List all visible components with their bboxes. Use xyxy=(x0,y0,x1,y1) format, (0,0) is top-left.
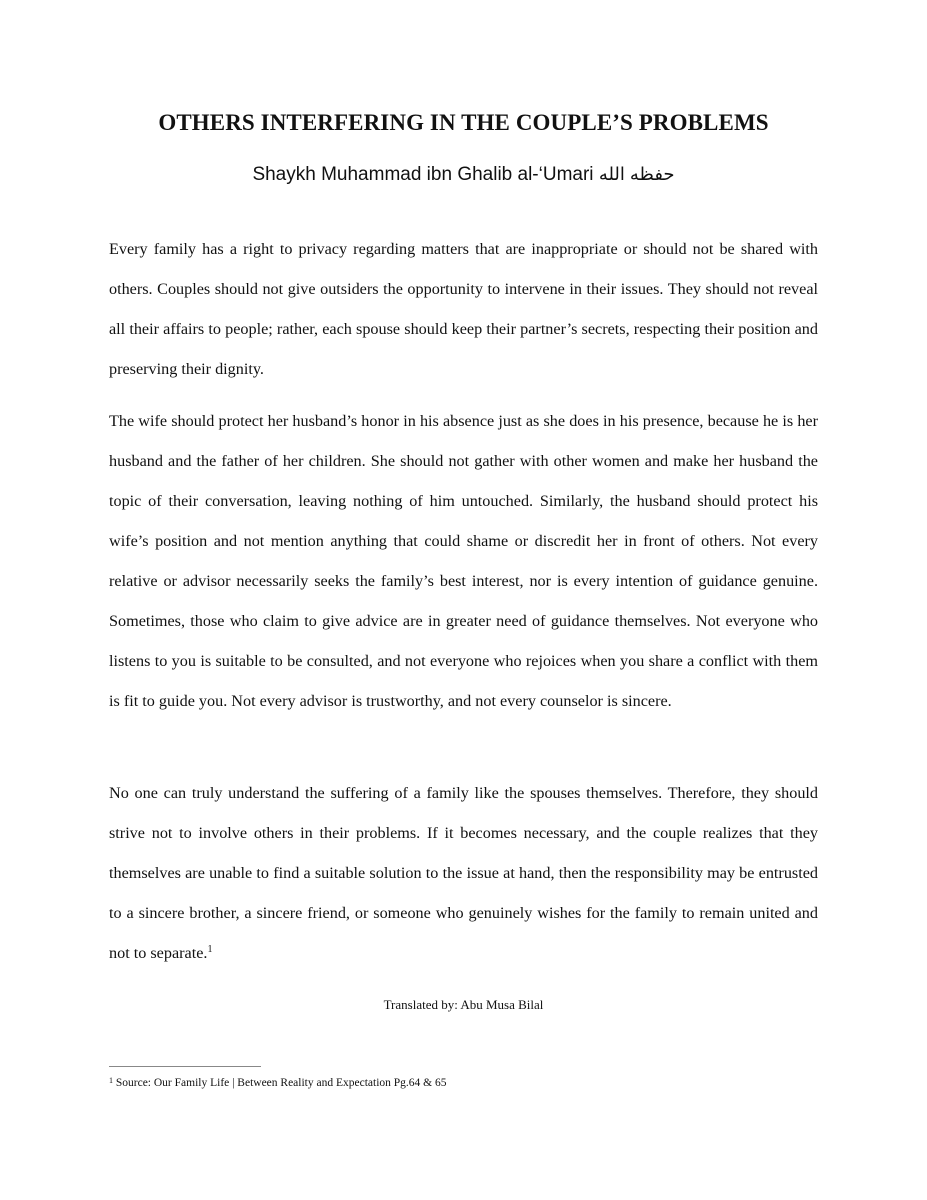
paragraph-1: Every family has a right to privacy regarding matters that are inappropriate or should not be shared with others. Couples should not give outsiders the opportunity to intervene in their issues. They should not reveal all their affairs to people; rather, each spouse should keep their partner’s secrets, respecting their position and preserving their dignity. xyxy=(109,240,818,378)
author-honorific: حفظه الله xyxy=(598,164,675,184)
footnote-text: Source: Our Family Life | Between Reality and Expectation Pg.64 & 65 xyxy=(113,1077,447,1089)
paragraph-2: The wife should protect her husband’s honor in his absence just as she does in his presence, because he is her husband and the father of her children. She should not gather with other women and make her husband the topic of their conversation, leaving nothing of him untouched. Similarly, the husband should protect his wife’s position and not mention anything that could shame or discredit her in front of others. Not every relative or advisor necessarily seeks the family’s best interest, nor is every intention of guidance genuine. Sometimes, those who claim to give advice are in greater need of guidance themselves. Not everyone who listens to you is suitable to be consulted, and not everyone who rejoices when you share a conflict with them is fit to guide you. Not every advisor is trustworthy, and not every counselor is sincere. xyxy=(109,412,818,710)
footnote-number: 1 xyxy=(109,1076,113,1085)
paragraph-3-text: No one can truly understand the suffering of a family like the spouses themselves. Therefore, they should strive not to involve others in their problems. If it becomes necessary, and the couple realizes that they themselves are unable to find a suitable solution to the issue at hand, then the responsibility may be entrusted to a sincere brother, a sincere friend, or someone who genuinely wishes for the family to remain united and not to separate. xyxy=(109,784,818,962)
document-title: OTHERS INTERFERING IN THE COUPLE’S PROBLEMS xyxy=(158,110,769,135)
footnote xyxy=(109,1075,818,1091)
translator-credit: Translated by: Abu Musa Bilal xyxy=(383,997,544,1012)
author-name: Shaykh Muhammad ibn Ghalib al-‘Umari xyxy=(252,164,594,185)
footnote-divider xyxy=(109,1066,261,1067)
footnote-reference: 1 xyxy=(207,944,213,955)
author-line xyxy=(0,160,927,189)
paragraph-3 xyxy=(109,773,818,973)
